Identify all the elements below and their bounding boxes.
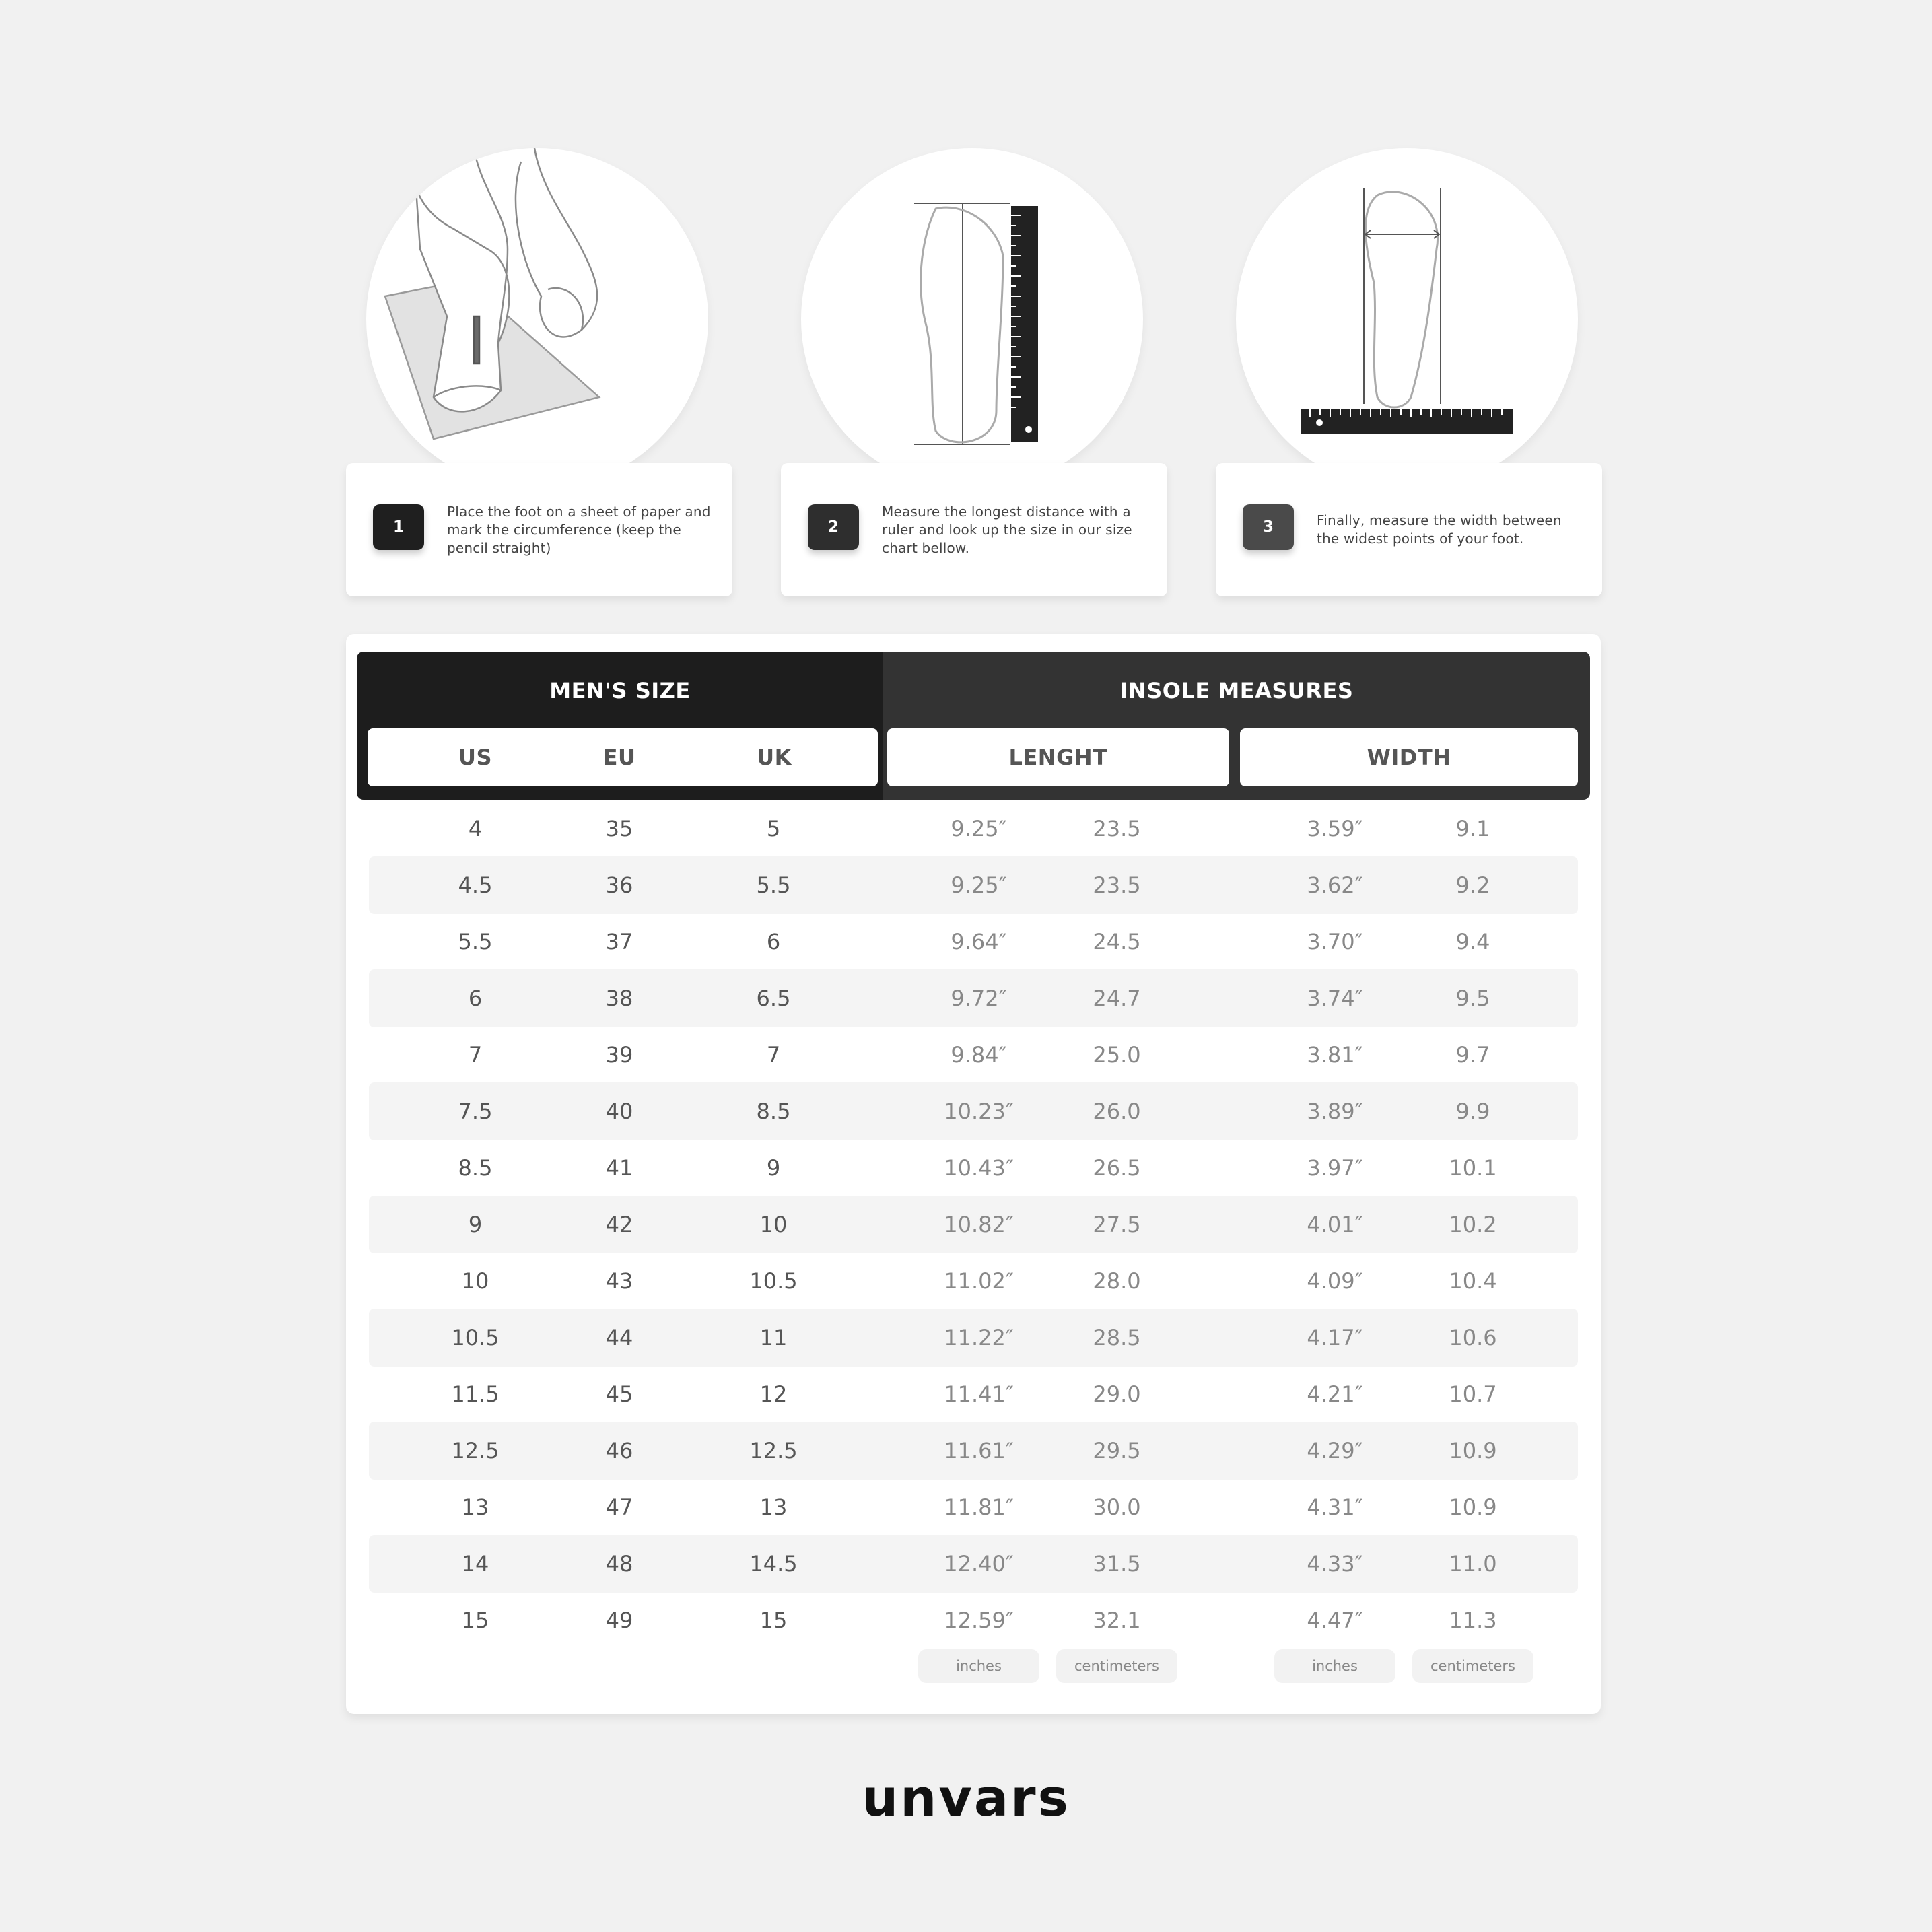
cell-width-cm: 9.7: [1455, 1042, 1490, 1068]
cell-width-inches: 3.81″: [1307, 1042, 1363, 1068]
cell-eu-size: 43: [605, 1268, 633, 1294]
cell-length-inches: 9.84″: [951, 1042, 1007, 1068]
cell-width-cm: 9.5: [1455, 986, 1490, 1011]
cell-uk-size: 10.5: [749, 1268, 798, 1294]
cell-width-cm: 10.9: [1449, 1494, 1497, 1520]
foot-tracing-illustration: [366, 148, 708, 490]
insole-measures-title: INSOLE MEASURES: [1119, 678, 1354, 703]
cell-us-size: 5.5: [458, 929, 493, 955]
foot-width-ruler-illustration: [1236, 148, 1578, 490]
cell-width-inches: 4.01″: [1307, 1212, 1363, 1237]
cell-width-cm: 9.2: [1455, 872, 1490, 898]
table-row: [369, 800, 1578, 858]
cell-eu-size: 37: [605, 929, 633, 955]
cell-us-size: 8.5: [458, 1155, 493, 1181]
brand-logo: unvars: [862, 1767, 1070, 1828]
cell-length-cm: 23.5: [1093, 816, 1141, 841]
cell-eu-size: 48: [605, 1551, 633, 1577]
cell-width-inches: 4.09″: [1307, 1268, 1363, 1294]
cell-uk-size: 11: [759, 1325, 788, 1350]
table-row: [369, 1139, 1578, 1197]
cell-us-size: 13: [461, 1494, 489, 1520]
cell-length-cm: 31.5: [1093, 1551, 1141, 1577]
cell-width-inches: 4.17″: [1307, 1325, 1363, 1350]
unit-label-length-inches: inches: [918, 1649, 1039, 1683]
cell-us-size: 10: [461, 1268, 489, 1294]
table-row: [369, 969, 1578, 1027]
table-row: [369, 1082, 1578, 1140]
cell-length-inches: 9.25″: [951, 816, 1007, 841]
cell-length-cm: 29.5: [1093, 1438, 1141, 1463]
table-row: [369, 1196, 1578, 1253]
cell-width-cm: 10.2: [1449, 1212, 1497, 1237]
cell-width-cm: 11.0: [1449, 1551, 1497, 1577]
table-row: [369, 1252, 1578, 1310]
cell-eu-size: 41: [605, 1155, 633, 1181]
cell-eu-size: 35: [605, 816, 633, 841]
cell-width-inches: 3.74″: [1307, 986, 1363, 1011]
cell-length-cm: 26.5: [1093, 1155, 1141, 1181]
cell-length-cm: 24.5: [1093, 929, 1141, 955]
cell-width-inches: 4.21″: [1307, 1381, 1363, 1407]
cell-us-size: 12.5: [451, 1438, 499, 1463]
step-description: Measure the longest distance with a ruler and look up the size in our size chart bellow.: [882, 503, 1132, 556]
cell-length-inches: 12.59″: [944, 1608, 1014, 1633]
cell-uk-size: 15: [759, 1608, 788, 1633]
cell-length-inches: 10.43″: [944, 1155, 1014, 1181]
cell-width-cm: 11.3: [1449, 1608, 1497, 1633]
cell-us-size: 6: [468, 986, 483, 1011]
cell-width-inches: 3.59″: [1307, 816, 1363, 841]
table-row: [369, 1365, 1578, 1423]
cell-us-size: 4.5: [458, 872, 493, 898]
mens-size-title: MEN'S SIZE: [549, 678, 691, 703]
table-row: [369, 856, 1578, 914]
cell-length-inches: 11.02″: [944, 1268, 1014, 1294]
cell-length-cm: 24.7: [1093, 986, 1141, 1011]
cell-length-inches: 11.81″: [944, 1494, 1014, 1520]
cell-eu-size: 42: [605, 1212, 633, 1237]
unit-label-length-centimeters: centimeters: [1056, 1649, 1177, 1683]
cell-eu-size: 47: [605, 1494, 633, 1520]
cell-length-inches: 12.40″: [944, 1551, 1014, 1577]
cell-width-inches: 4.31″: [1307, 1494, 1363, 1520]
cell-us-size: 7.5: [458, 1099, 493, 1124]
cell-uk-size: 6.5: [756, 986, 791, 1011]
cell-width-inches: 4.47″: [1307, 1608, 1363, 1633]
cell-uk-size: 12.5: [749, 1438, 798, 1463]
cell-width-inches: 3.89″: [1307, 1099, 1363, 1124]
cell-length-cm: 28.0: [1093, 1268, 1141, 1294]
unit-label-width-inches: inches: [1274, 1649, 1395, 1683]
cell-width-cm: 10.1: [1449, 1155, 1497, 1181]
cell-width-cm: 10.6: [1449, 1325, 1497, 1350]
cell-uk-size: 5: [766, 816, 781, 841]
cell-length-cm: 25.0: [1093, 1042, 1141, 1068]
size-chart-table: [346, 634, 1601, 1714]
cell-us-size: 14: [461, 1551, 489, 1577]
table-row: [369, 1422, 1578, 1480]
cell-length-cm: 28.5: [1093, 1325, 1141, 1350]
cell-eu-size: 39: [605, 1042, 633, 1068]
insole-measures-header-group: [883, 652, 1590, 800]
step-number-badge: 3: [1243, 504, 1294, 550]
cell-length-cm: 23.5: [1093, 872, 1141, 898]
cell-uk-size: 12: [759, 1381, 788, 1407]
table-row: [369, 913, 1578, 971]
cell-length-cm: 27.5: [1093, 1212, 1141, 1237]
cell-us-size: 15: [461, 1608, 489, 1633]
cell-length-cm: 29.0: [1093, 1381, 1141, 1407]
cell-length-cm: 30.0: [1093, 1494, 1141, 1520]
cell-width-cm: 10.7: [1449, 1381, 1497, 1407]
cell-eu-size: 38: [605, 986, 633, 1011]
cell-eu-size: 44: [605, 1325, 633, 1350]
cell-eu-size: 49: [605, 1608, 633, 1633]
cell-width-inches: 3.97″: [1307, 1155, 1363, 1181]
mens-size-header-group: [357, 652, 883, 800]
table-header: [357, 652, 1590, 800]
cell-length-inches: 10.23″: [944, 1099, 1014, 1124]
cell-width-inches: 3.70″: [1307, 929, 1363, 955]
cell-eu-size: 36: [605, 872, 633, 898]
col-header-eu: EU: [602, 745, 636, 770]
cell-width-cm: 9.4: [1455, 929, 1490, 955]
step-number-badge: 2: [808, 504, 859, 550]
step-description: Finally, measure the width between the widest points of your foot.: [1317, 512, 1562, 547]
cell-us-size: 11.5: [451, 1381, 499, 1407]
col-header-width: WIDTH: [1367, 745, 1451, 770]
cell-width-cm: 10.4: [1449, 1268, 1497, 1294]
cell-eu-size: 40: [605, 1099, 633, 1124]
cell-width-cm: 9.9: [1455, 1099, 1490, 1124]
cell-us-size: 10.5: [451, 1325, 499, 1350]
cell-uk-size: 6: [766, 929, 781, 955]
cell-us-size: 7: [468, 1042, 483, 1068]
cell-width-cm: 10.9: [1449, 1438, 1497, 1463]
cell-uk-size: 13: [759, 1494, 788, 1520]
cell-width-inches: 4.33″: [1307, 1551, 1363, 1577]
col-header-uk: UK: [757, 745, 792, 770]
step-number-badge: 1: [373, 504, 424, 550]
table-row: [369, 1535, 1578, 1593]
cell-width-cm: 9.1: [1455, 816, 1490, 841]
cell-eu-size: 46: [605, 1438, 633, 1463]
cell-us-size: 4: [468, 816, 483, 841]
step-description: Place the foot on a sheet of paper and mark the circumference (keep the pencil straight): [447, 503, 711, 556]
cell-width-inches: 3.62″: [1307, 872, 1363, 898]
cell-length-inches: 10.82″: [944, 1212, 1014, 1237]
step-card: [346, 463, 732, 596]
col-header-length: LENGHT: [1008, 745, 1108, 770]
cell-uk-size: 14.5: [749, 1551, 798, 1577]
cell-us-size: 9: [468, 1212, 483, 1237]
cell-length-cm: 32.1: [1093, 1608, 1141, 1633]
cell-uk-size: 8.5: [756, 1099, 791, 1124]
cell-length-inches: 11.61″: [944, 1438, 1014, 1463]
cell-uk-size: 5.5: [756, 872, 791, 898]
cell-length-inches: 9.64″: [951, 929, 1007, 955]
step-card: [1216, 463, 1602, 596]
unit-label-width-centimeters: centimeters: [1412, 1649, 1533, 1683]
cell-length-cm: 26.0: [1093, 1099, 1141, 1124]
table-row: [369, 1309, 1578, 1367]
table-row: [369, 1026, 1578, 1084]
foot-length-ruler-illustration: [801, 148, 1143, 490]
step-card: [781, 463, 1167, 596]
cell-length-inches: 11.41″: [944, 1381, 1014, 1407]
table-row: [369, 1591, 1578, 1649]
cell-length-inches: 9.72″: [951, 986, 1007, 1011]
cell-uk-size: 7: [766, 1042, 781, 1068]
col-header-us: US: [458, 745, 493, 770]
cell-uk-size: 9: [766, 1155, 781, 1181]
cell-length-inches: 11.22″: [944, 1325, 1014, 1350]
cell-eu-size: 45: [605, 1381, 633, 1407]
cell-uk-size: 10: [759, 1212, 788, 1237]
table-row: [369, 1478, 1578, 1536]
cell-width-inches: 4.29″: [1307, 1438, 1363, 1463]
cell-length-inches: 9.25″: [951, 872, 1007, 898]
